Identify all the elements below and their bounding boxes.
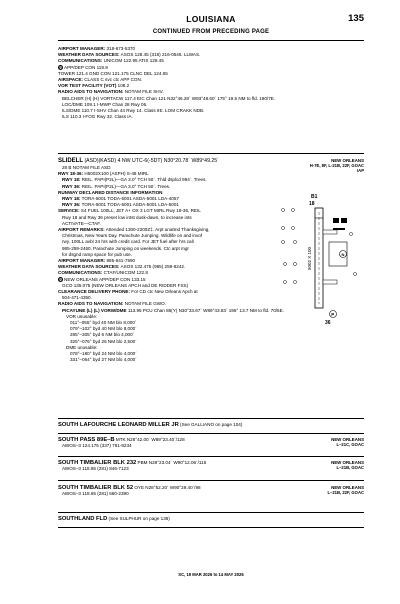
divider — [58, 433, 364, 434]
entry-detail: AWOS–3 118.85 (281) 846-7123 — [62, 466, 129, 472]
info-value: CLASS C svc ctc APP CON. — [84, 77, 143, 83]
detail-value: For CD ctc New Orleans Apch at — [129, 289, 198, 295]
entry-name: SOUTH LAFOURCHE LEONARD MILLER JR — [58, 422, 179, 428]
info-label: WEATHER DATA SOURCES: — [58, 52, 120, 58]
navaid-line: BELCHER (H) (H) VORTACW 117.4 EIC Chan 121 N32°46.28´ W93°48.60´ 175° 19.5 NM to fld. 190/7E. — [62, 95, 276, 101]
detail-label: CLEARANCE DELIVERY PHONE: — [58, 289, 130, 295]
airport-entry — [58, 437, 364, 449]
info-value: 108.2 — [117, 83, 130, 89]
airport-entry — [58, 485, 364, 497]
divider — [58, 512, 364, 513]
detail-line — [58, 357, 263, 363]
state-title: LOUISIANA — [186, 14, 236, 24]
detail-value: 078°–180° byd 24 NM blo 4,000´ — [70, 351, 137, 357]
detail-label: WEATHER DATA SOURCES: — [58, 264, 120, 270]
detail-value: ACTIVATE—CTAF. — [62, 220, 101, 226]
hangar — [341, 218, 347, 223]
detail-value: Christmas, New Years Day. Parachute Jumping. Wildlife on and invof — [62, 233, 203, 239]
detail-value: VOR unusable: — [66, 313, 98, 319]
rwy-bottom-number: 36 — [325, 320, 331, 326]
detail-label: RWY 36: — [62, 202, 81, 208]
detail-value: for dsgnd ramp space for pub use. — [62, 251, 132, 257]
chart-codes: L–21B, 22F, GOAC — [327, 490, 364, 496]
detail-label: AIRPORT REMARKS: — [58, 227, 105, 233]
detail-label: RUNWAY DECLARED DISTANCE INFORMATION — [58, 189, 163, 195]
airport-name: SLIDELL — [58, 158, 83, 164]
divider — [58, 418, 364, 419]
detail-value: 285°–305° byd 6 NM blo 4,000´ — [70, 332, 135, 338]
chart-codes: L–21C, GOAC — [336, 442, 364, 448]
continued-airport-block — [58, 46, 364, 120]
runway-dimensions: 5002 X 100 — [307, 246, 312, 270]
iap-label: IAP — [357, 168, 364, 174]
detail-label: RWY 18-36: — [58, 171, 84, 177]
detail-value: NEW ORLEANS APP/DEP CON 133.15 — [64, 276, 146, 282]
info-label: VOR TEST FACILITY (VOT) — [58, 83, 117, 89]
region-label: NEW ORLEANS — [331, 437, 364, 442]
airport-diagram — [271, 190, 365, 328]
info-value: NOTAM FILE SHV. — [124, 89, 164, 95]
airport-entry — [58, 422, 364, 428]
detail-value: 113.95 PCU Chan 86(Y) N30°33.67´ W89°43.83´ 195° 13.7 NM to fld. 70/5E. — [126, 307, 284, 313]
hangar — [333, 218, 339, 223]
detail-value: TORA-5001 TODA-5001 ASDA-5001 LDA-4057 — [80, 196, 179, 202]
airport-ident-line: (ASD)(KASD) 4 NW UTC-6(-5DT) N30°20.78´ W89°49.25´ — [84, 158, 219, 164]
chart-refs — [327, 485, 364, 495]
info-label: COMMUNICATIONS: — [58, 58, 103, 64]
detail-value: 325°–076° byd 26 NM blo 2,500´ — [70, 338, 137, 344]
entry-title — [58, 516, 364, 522]
info-value: 318-673-5370 — [106, 46, 136, 51]
heliport-letter: P — [331, 312, 335, 317]
detail-value: 985-259-2460. Parachute Jumping on weekends. Ctc arpt mgr — [62, 245, 189, 251]
chart-codes: L–21B, GOAC — [336, 465, 364, 471]
page-header — [58, 14, 364, 26]
region-label: NEW ORLEANS — [331, 460, 364, 465]
radar-icon: R — [59, 65, 62, 70]
chart-refs — [310, 158, 364, 174]
page-number: 135 — [348, 13, 364, 24]
detail-value: 985-641-7590 — [105, 258, 136, 264]
entry-info: (See SULPHUR on page 136) — [107, 516, 170, 521]
detail-value: Rwy 18 and Rwy 36 preset low intst dusk-dawn, to increase ints — [62, 214, 192, 220]
detail-value: CTAF/UNICOM 122.8 — [102, 270, 148, 276]
entry-name: SOUTH PASS 89E–B — [58, 437, 115, 443]
detail-value: ASOS 132.475 (985) 259-6242. — [119, 264, 186, 270]
detail-value: REIL. PAPI(P2L)—GA 3.0° TCH 50´. Thld dsplcd 994´. Trees. — [80, 177, 207, 183]
entry-detail: AWOS–3 124.175 (337) 761-8234 — [62, 443, 132, 449]
effective-date-footer: SC, 19 MAR 2026 to 14 MAY 2026 — [178, 572, 244, 577]
entry-name: SOUTHLAND FLD — [58, 516, 108, 522]
detail-value: S4 FUEL 100LL, JET A+ OX 3 LGT MIRL Rwy 18-36, REIL — [79, 208, 201, 214]
detail-value: TORA-5001 TODA-5001 ASDA-5001 LDA-5001 — [80, 202, 179, 208]
divider — [58, 456, 364, 457]
detail-value: rwy. 100LL avbl 24 hrs with credit card. For JET fuel after hrs call — [62, 239, 194, 245]
continued-banner: CONTINUED FROM PRECEDING PAGE — [152, 29, 270, 35]
info-value: ASOS 128.45 (318) 216-0546. LLWAS. — [120, 52, 201, 58]
detail-value: 011°–055° byd 40 NM blo 8,000´ — [70, 320, 137, 326]
radar-icon: R — [59, 277, 62, 282]
region-label: NEW ORLEANS — [331, 158, 364, 163]
region-label: NEW ORLEANS — [331, 485, 364, 490]
airport-entry — [58, 460, 364, 472]
taxiway — [323, 280, 337, 284]
detail-value: 079°–102° byd 40 NM blo 8,000´ — [70, 326, 137, 332]
divider — [58, 153, 364, 154]
detail-label: SERVICE: — [58, 208, 80, 214]
diagram-top-label: B1 — [311, 194, 318, 200]
detail-label: COMMUNICATIONS: — [58, 270, 103, 276]
entry-name: SOUTH TIMBALIER BLK 52 — [58, 485, 134, 491]
divider — [58, 527, 364, 528]
divider — [58, 40, 364, 41]
info-value: UNICOM 122.95 ATIS 128.45 — [103, 58, 164, 64]
taxiway — [323, 230, 337, 234]
detail-value: GCO 135.075 (NEW ORLEANS APCH and DE RIDDER FSS) — [62, 282, 189, 288]
detail-value: H5002X100 (ASPH) S-48 MIRL — [83, 171, 149, 177]
info-label: RADIO AIDS TO NAVIGATION: — [58, 89, 124, 95]
entry-detail: AWOS–3 118.65 (281) 560-2390 — [62, 491, 129, 497]
detail-value: 504-471-4350. — [62, 295, 92, 301]
detail-label: PICAYUNE (L) (L) VORW/DME — [62, 307, 127, 313]
entry-info: PBM N28°23.04´ W90°12.06´/115 — [136, 460, 207, 465]
entry-info: OYE N28°52.20´ W90°29.40´/98 — [133, 485, 201, 490]
chart-refs — [331, 460, 364, 470]
info-value: TOWER 121.4 GND CON 121.175 CLNC DEL 124.65 — [58, 70, 168, 76]
airport-entry — [58, 516, 364, 522]
detail-label: RADIO AIDS TO NAVIGATION: — [58, 301, 124, 307]
entry-info: MTK N28°42.00´ W89°23.40´/128 — [114, 437, 185, 442]
airport-elev-line: 28 B NOTAM FILE ASD — [62, 165, 111, 170]
detail-label: AIRPORT MANAGER: — [58, 258, 106, 264]
chart-refs — [331, 437, 364, 447]
navaid-line: ILS/DME 110.7 I-SHV Chan 44 Rwy 14. Class IIE. LOM CRAKK NDB. — [62, 108, 205, 114]
info-label: AIRPORT MANAGER: — [58, 46, 106, 51]
info-label: AIRSPACE: — [58, 77, 83, 83]
detail-value: NOTAM FILE GWO. — [123, 301, 166, 307]
airport-details — [58, 171, 284, 363]
entry-info: (See GALLIANO on page 104) — [178, 422, 243, 427]
detail-label: RWY 36: — [62, 183, 81, 189]
detail-label: RWY 18: — [62, 177, 81, 183]
detail-value: Attended 1300-2200Z‡. Arpt unattnd Thanksgiving, — [104, 227, 210, 233]
navaid-line: ILS 110.3 I-FOG Rwy 32. Class IA. — [62, 114, 133, 120]
compass-n: N — [341, 252, 345, 257]
building — [333, 228, 345, 230]
detail-value: 331°–064° byd 27 NM blo 4,000´ — [70, 357, 137, 363]
entry-title — [58, 422, 364, 428]
detail-value: REIL. PAPI(P2L)—GA 3.0° TCH 50´. Trees. — [80, 183, 171, 189]
entry-name: SOUTH TIMBALIER BLK 232 — [58, 460, 137, 466]
chart-codes: H-7E, 8F, L-21B, 22F, GOAC — [309, 163, 364, 169]
detail-label: RWY 18: — [62, 196, 81, 202]
rwy-top-number: 18 — [309, 201, 315, 207]
divider — [58, 480, 364, 481]
info-value: APP/DEP CON 119.9 — [64, 64, 108, 70]
navaid-line: LOC/DME 109.1 I-MWP Chan 28 Rwy 06. — [62, 101, 148, 107]
detail-value: DME unusable: — [66, 344, 98, 350]
